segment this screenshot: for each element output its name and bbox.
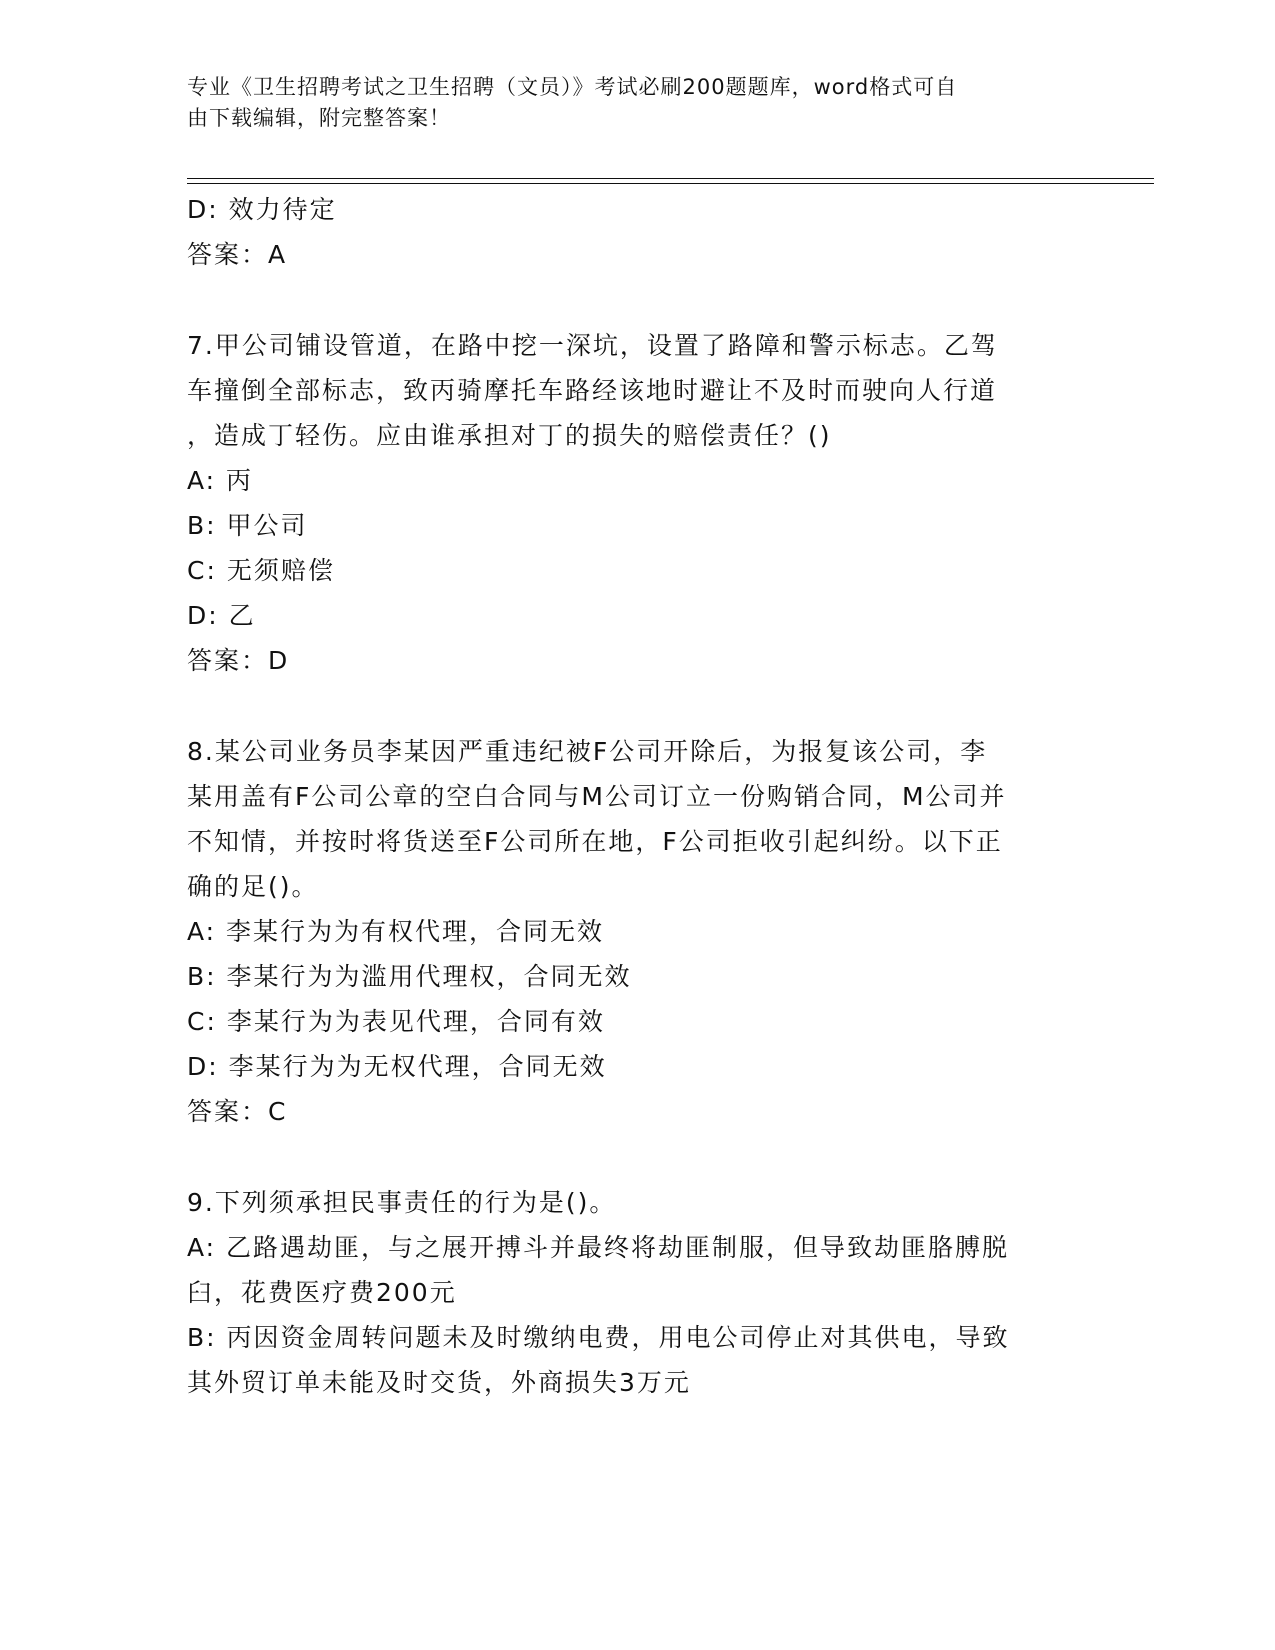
option-a-line-2: 臼，花费医疗费200元 [187, 1278, 457, 1307]
question-stem-line: 9.下列须承担民事责任的行为是()。 [187, 1188, 617, 1217]
question-content [187, 187, 1087, 1405]
previous-question-tail [187, 187, 1087, 277]
option-b: B: 甲公司 [187, 511, 308, 540]
question-stem-line: 7.甲公司铺设管道，在路中挖一深坑，设置了路障和警示标志。乙驾 [187, 331, 998, 360]
header-line-2: 由下载编辑，附完整答案！ [187, 106, 451, 130]
question-stem-line: 某用盖有F公司公章的空白合同与M公司订立一份购销合同，M公司并 [187, 782, 1007, 811]
question-stem-line: 确的足()。 [187, 872, 319, 901]
option-c: C: 无须赔偿 [187, 556, 335, 585]
document-header [187, 72, 1067, 134]
question-9 [187, 1180, 1087, 1405]
option-d: D: 乙 [187, 601, 256, 630]
option-c: C: 李某行为为表见代理，合同有效 [187, 1007, 605, 1036]
answer: 答案：D [187, 646, 290, 675]
option-b-line-2: 其外贸订单未能及时交货，外商损失3万元 [187, 1368, 691, 1397]
header-line-1: 专业《卫生招聘考试之卫生招聘（文员）》考试必刷200题题库，word格式可自 [187, 75, 958, 99]
option-d: D: 李某行为为无权代理，合同无效 [187, 1052, 607, 1081]
question-stem-line: 车撞倒全部标志，致丙骑摩托车路经该地时避让不及时而驶向人行道 [187, 376, 998, 405]
question-stem-line: 8.某公司业务员李某因严重违纪被F公司开除后，为报复该公司，李 [187, 737, 988, 766]
header-divider-top [187, 178, 1154, 179]
option-a: A: 李某行为为有权代理，合同无效 [187, 917, 605, 946]
option-a: A: 丙 [187, 466, 254, 495]
question-stem-line: 不知情，并按时将货送至F公司所在地，F公司拒收引起纠纷。以下正 [187, 827, 1003, 856]
question-stem-line: ，造成丁轻伤。应由谁承担对丁的损失的赔偿责任？() [187, 421, 832, 450]
header-divider-bottom [187, 183, 1154, 184]
option-a-line-1: A: 乙路遇劫匪，与之展开搏斗并最终将劫匪制服，但导致劫匪胳膊脱 [187, 1233, 1010, 1262]
answer: 答案：C [187, 1097, 288, 1126]
question-8 [187, 729, 1087, 1134]
option-d: D: 效力待定 [187, 195, 337, 224]
answer: 答案：A [187, 240, 288, 269]
question-7 [187, 323, 1087, 683]
option-b: B: 李某行为为滥用代理权，合同无效 [187, 962, 632, 991]
option-b-line-1: B: 丙因资金周转问题未及时缴纳电费，用电公司停止对其供电，导致 [187, 1323, 1010, 1352]
